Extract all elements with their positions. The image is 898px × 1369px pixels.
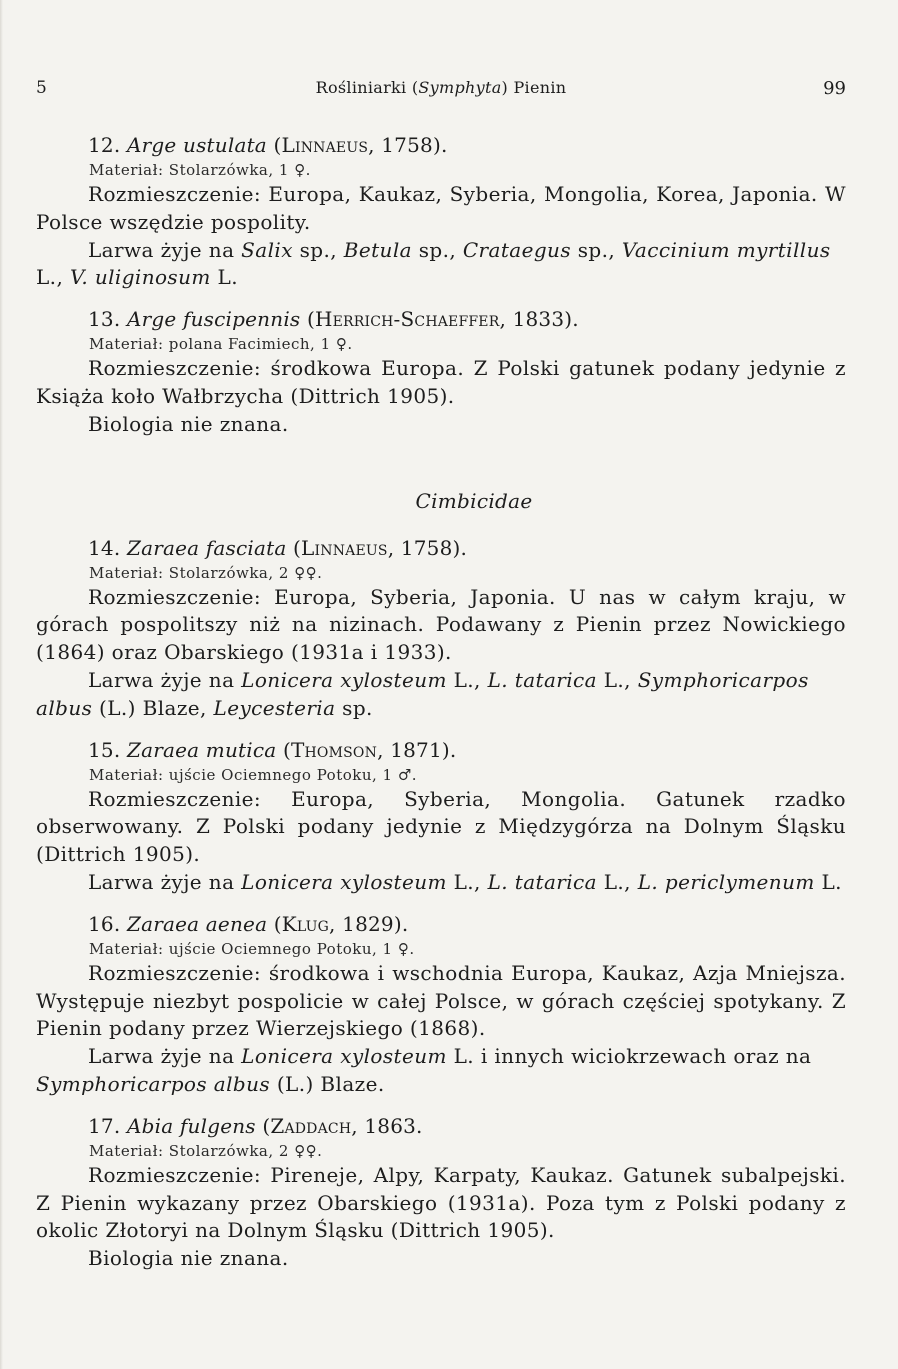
distribution-text: Rozmieszczenie: Europa, Syberia, Mongolia. Gatunek rzadko obserwowany. Z Polski podany jedynie z Międzygórza na Dolnym Śląsku (Dittrich 1905). [36, 786, 846, 867]
text-segment: L. i innych wiciokrzewach oraz na [446, 1044, 812, 1069]
text-segment: Larwa żyje na [88, 1044, 242, 1069]
distribution-text: Rozmieszczenie: Pireneje, Alpy, Karpaty, Kaukaz. Gatunek subalpejski. Z Pienin wykazany przez Obarskiego (1931a). Poza tym z Polski podany z okolic Złotoryi na Dolnym Śląsku (Dittrich 1905). [36, 1162, 846, 1243]
species-heading: 17. Abia fulgens (Zaddach, 1863. [88, 1113, 423, 1138]
species-entry [36, 1113, 846, 1273]
species-year: , 1829). [329, 911, 409, 936]
running-title: Rośliniarki (Symphyta) Pienin [315, 78, 567, 97]
species-group-arge [36, 132, 846, 439]
species-heading: 12. Arge ustulata (Linnaeus, 1758). [88, 133, 448, 157]
biology-text [36, 411, 846, 439]
page-edge-shadow [0, 0, 3, 1369]
species-author: Klug [281, 911, 330, 936]
biology-text [36, 869, 846, 897]
text-segment: sp., [411, 237, 463, 262]
species-name: Arge fuscipennis [126, 307, 301, 332]
family-heading: Cimbicidae [415, 488, 533, 513]
taxon-name: Vaccinium myrtillus [621, 237, 831, 262]
running-head [36, 78, 846, 106]
taxon-name: L. tatarica [487, 667, 597, 692]
species-name: Arge ustulata [126, 133, 267, 157]
text-segment: L., [596, 869, 638, 894]
material-line: Materiał: Stolarzówka, 2 ♀♀. [89, 1141, 323, 1160]
volume-number: 5 [36, 78, 47, 98]
material-line: Materiał: ujście Ociemnego Potoku, 1 ♂. [89, 765, 418, 784]
text-segment: L. [814, 869, 842, 894]
distribution-text: Rozmieszczenie: Europa, Kaukaz, Syberia, Mongolia, Korea, Japonia. W Polsce wszędzie pospolity. [36, 182, 846, 234]
page-number: 99 [823, 78, 846, 99]
species-author: Linnaeus [301, 535, 388, 560]
species-year: , 1871). [377, 737, 457, 762]
taxon-name: V. uliginosum [69, 265, 211, 290]
taxon-name: Salix [241, 237, 293, 262]
species-heading: 15. Zaraea mutica (Thomson, 1871). [88, 737, 457, 762]
species-entry [36, 737, 846, 897]
text-segment: (L.) Blaze. [270, 1071, 385, 1096]
species-heading: 13. Arge fuscipennis (Herrich-Schaeffer, 1833). [88, 307, 579, 332]
species-author: Thomson [290, 737, 378, 762]
species-group-cimbicidae [36, 535, 846, 1273]
taxon-name: Lonicera xylosteum [241, 869, 447, 894]
text-segment: L. [210, 265, 238, 290]
taxon-name: Crataegus [462, 237, 571, 262]
text-segment: (L.) Blaze, [92, 695, 214, 720]
text-segment: Larwa żyje na [88, 667, 242, 692]
species-number: 17. [88, 1113, 121, 1138]
species-number: 16. [88, 911, 121, 936]
material-line: Materiał: Stolarzówka, 1 ♀. [89, 161, 311, 179]
distribution-text: Rozmieszczenie: środkowa Europa. Z Polski gatunek podany jedynie z Książa koło Wałbrzycha (Dittrich 1905). [36, 356, 846, 408]
text-segment: L., [36, 265, 70, 290]
species-name: Zaraea mutica [126, 737, 277, 762]
material-line: Materiał: Stolarzówka, 2 ♀♀. [89, 563, 323, 582]
material-line: Materiał: polana Facimiech, 1 ♀. [89, 335, 353, 354]
distribution-text: Rozmieszczenie: środkowa i wschodnia Europa, Kaukaz, Azja Mniejsza. Występuje niezbyt pospolicie w całej Polsce, w górach częściej spotykany. Z Pienin podany przez Wierzejskiego (1868). [36, 960, 846, 1041]
page [36, 78, 846, 1287]
text-segment: Biologia nie znana. [88, 1246, 289, 1271]
biology-text [36, 1043, 846, 1099]
species-author: Linnaeus [281, 133, 369, 157]
taxon-name: L. periclymenum [637, 869, 815, 894]
distribution-text: Rozmieszczenie: Europa, Syberia, Japonia. U nas w całym kraju, w górach pospolitszy niż na nizinach. Podawany z Pienin przez Nowickiego (1864) oraz Obarskiego (1931a i 1933). [36, 584, 846, 665]
taxon-name: L. tatarica [487, 869, 597, 894]
species-entry [36, 132, 846, 292]
text-segment: sp. [335, 695, 373, 720]
species-heading: 16. Zaraea aenea (Klug, 1829). [88, 911, 409, 936]
biology-text [36, 237, 846, 293]
text-segment: L., [446, 869, 488, 894]
taxon-name: Lonicera xylosteum [241, 1044, 447, 1069]
species-heading: 14. Zaraea fasciata (Linnaeus, 1758). [88, 535, 468, 560]
material-line: Materiał: ujście Ociemnego Potoku, 1 ♀. [89, 939, 415, 958]
species-number: 13. [88, 307, 121, 332]
species-author: Herrich-Schaeffer [314, 307, 500, 332]
species-year: , 1863. [351, 1113, 423, 1138]
text-segment: Biologia nie znana. [88, 411, 289, 436]
taxon-name: Leycesteria [213, 695, 336, 720]
species-entry [36, 535, 846, 723]
taxon-name: Symphoricarpos albus [36, 1071, 271, 1096]
text-segment: L., [446, 667, 488, 692]
text-segment: Larwa żyje na [88, 237, 242, 262]
species-name: Zaraea fasciata [126, 535, 287, 560]
text-segment: L., [596, 667, 638, 692]
text-segment: sp., [571, 237, 622, 262]
taxon-name: Lonicera xylosteum [241, 667, 447, 692]
species-year: , 1758). [387, 535, 468, 560]
species-entry [36, 911, 846, 1099]
taxon-name: Betula [343, 237, 412, 262]
species-year: , 1758). [368, 133, 448, 157]
species-number: 15. [88, 737, 121, 762]
content [36, 132, 846, 1273]
biology-text [36, 667, 846, 723]
text-segment: Larwa żyje na [88, 869, 242, 894]
species-entry [36, 306, 846, 438]
species-name: Zaraea aenea [126, 911, 268, 936]
species-number: 12. [88, 133, 121, 157]
species-name: Abia fulgens [126, 1113, 256, 1138]
biology-text [36, 1245, 846, 1273]
species-author: Zaddach [270, 1113, 352, 1138]
species-year: , 1833). [499, 307, 579, 332]
species-number: 14. [88, 535, 121, 560]
text-segment: sp., [292, 237, 344, 262]
taxon-name: Symphoricarpos albus [36, 667, 809, 720]
